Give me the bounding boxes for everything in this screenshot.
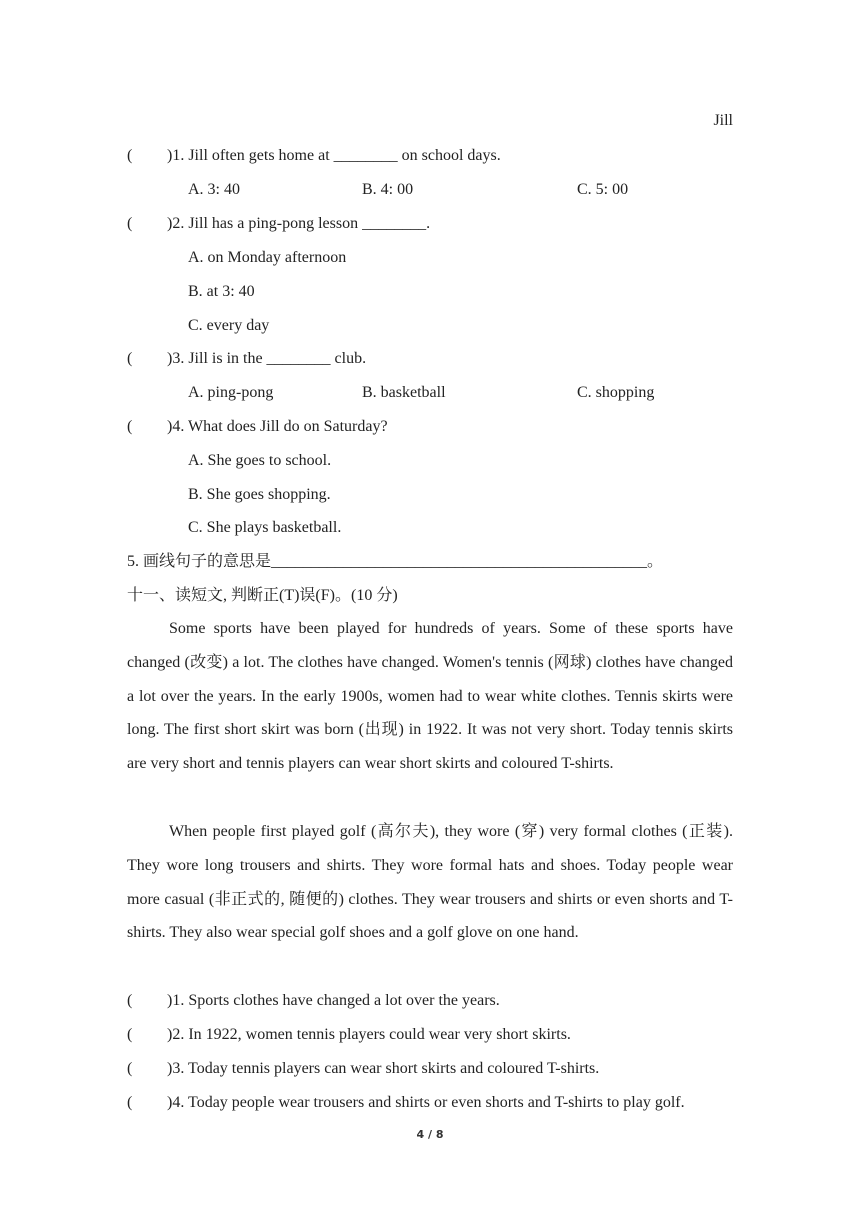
answer-paren[interactable]: (: [127, 418, 133, 435]
answer-paren[interactable]: (: [127, 1026, 133, 1043]
question-4: [127, 417, 388, 437]
option-c: C. 5: 00: [577, 181, 629, 198]
statement-1: ( )1. Sports clothes have changed a lot over the years.: [127, 992, 500, 1009]
statement-3: ( )3. Today tennis players can wear short skirts and coloured T-shirts.: [127, 1060, 600, 1077]
page-number: 4 / 8: [416, 1128, 444, 1141]
option-b: B. 4: 00: [362, 181, 414, 198]
option-b: B. basketball: [362, 384, 446, 401]
option-a: A. on Monday afternoon: [188, 249, 347, 266]
answer-paren[interactable]: (: [127, 992, 133, 1009]
option-b: B. She goes shopping.: [188, 486, 331, 503]
answer-paren[interactable]: (: [127, 215, 133, 232]
question-text: )4. What does Jill do on Saturday?: [167, 418, 388, 435]
option-c: C. She plays basketball.: [188, 519, 342, 536]
option-c: C. every day: [188, 317, 270, 334]
section-heading: 十一、读短文, 判断正(T)误(F)。(10 分): [127, 587, 398, 604]
signature-text: Jill: [713, 112, 733, 129]
question-text: )3. Jill is in the ________ club.: [167, 350, 367, 367]
statement-4: ( )4. Today people wear trousers and shirts or even shorts and T-shirts to play golf.: [127, 1094, 685, 1111]
question-text: )2. Jill has a ping-pong lesson ________.: [167, 215, 431, 232]
option-a: A. She goes to school.: [188, 452, 332, 469]
question-3: [127, 349, 366, 369]
passage-paragraph-2: When people first played golf (高尔夫), they wore (穿) very formal clothes (正装). They wore long trousers and shirts. They wore formal hats and shoes. Today people wear more casual (非正式的, 随便的) clothes. They wear trousers and shirts or even shorts and T-shirts. They also wear special golf shoes and a golf glove on one hand.: [127, 823, 733, 942]
option-c: C. shopping: [577, 384, 655, 401]
question-text: )1. Jill often gets home at ________ on school days.: [167, 147, 501, 164]
answer-paren[interactable]: (: [127, 147, 133, 164]
passage-paragraph-1: Some sports have been played for hundreds of years. Some of these sports have changed (改变) a lot. The clothes have changed. Women's tennis (网球) clothes have changed a lot over the years. In the early 1900s, women had to wear white clothes. Tennis skirts were long. The first short skirt was born (出现) in 1922. It was not very short. Today tennis skirts are very short and tennis players can wear short skirts and coloured T-shirts.: [127, 620, 733, 773]
option-b: B. at 3: 40: [188, 283, 255, 300]
question-2: [127, 214, 430, 234]
question-1: [127, 146, 501, 166]
answer-paren[interactable]: (: [127, 350, 133, 367]
answer-paren[interactable]: (: [127, 1094, 133, 1111]
option-a: A. 3: 40: [188, 181, 240, 198]
option-a: A. ping-pong: [188, 384, 274, 401]
answer-paren[interactable]: (: [127, 1060, 133, 1077]
statement-2: ( )2. In 1922, women tennis players could wear very short skirts.: [127, 1026, 571, 1043]
question-5: 5. 画线句子的意思是_______________________________________________。: [127, 553, 664, 570]
